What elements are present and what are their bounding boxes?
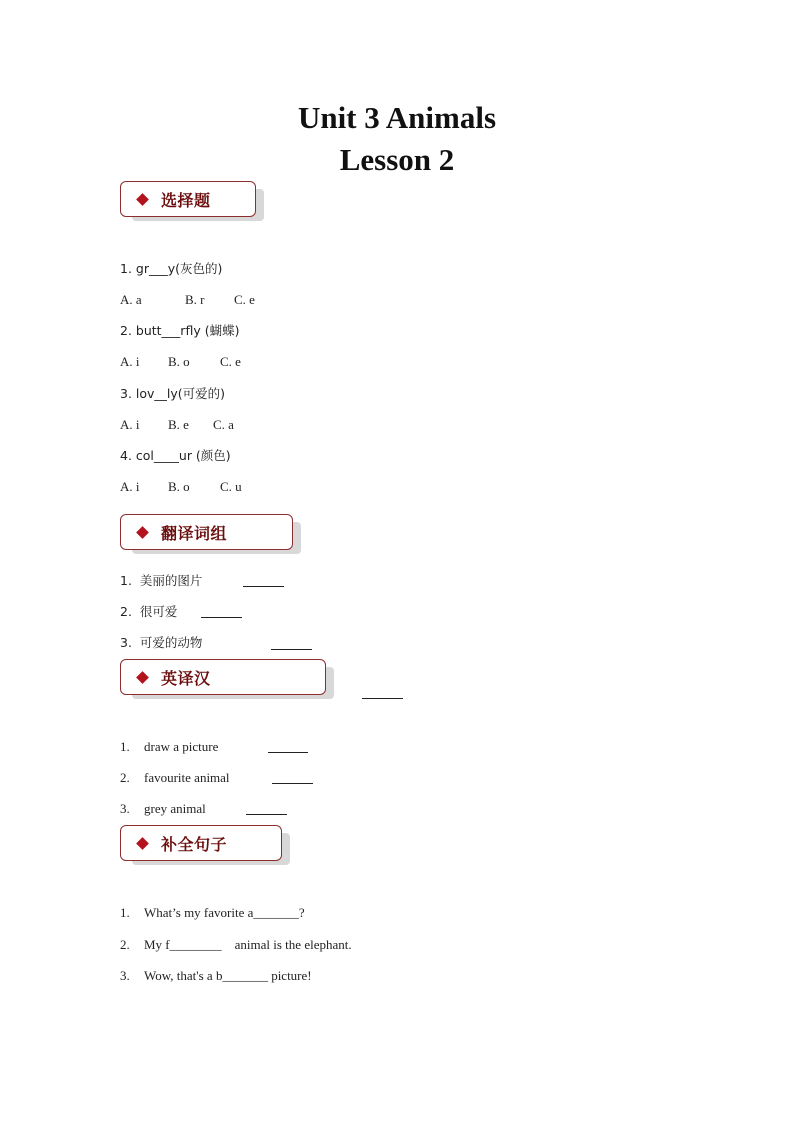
section-header-choice: [120, 181, 256, 217]
en-cn-item-2-text: favourite animal: [144, 770, 230, 785]
answer-blank: [201, 617, 242, 618]
diamond-bullet-icon: [136, 193, 149, 206]
en-cn-item-1-number: 1.: [120, 739, 130, 754]
section-label: 补全句子: [161, 834, 228, 854]
translate-item-3: 3. 可爱的动物: [120, 635, 203, 650]
choice-option-2a: A. i: [120, 354, 140, 369]
section-label: 英译汉: [161, 668, 211, 688]
complete-item-3-text: Wow, that's a b_______ picture!: [144, 968, 312, 983]
answer-blank: [268, 752, 308, 753]
diamond-bullet-icon: [136, 671, 149, 684]
choice-option-1c: C. e: [234, 292, 255, 307]
diamond-bullet-icon: [136, 837, 149, 850]
complete-item-3-number: 3.: [120, 968, 130, 983]
diamond-bullet-icon: [136, 526, 149, 539]
complete-item-2-number: 2.: [120, 937, 130, 952]
choice-option-3c: C. a: [213, 417, 234, 432]
choice-option-3a: A. i: [120, 417, 140, 432]
choice-question-1: 1. gr___y(灰色的): [120, 261, 223, 276]
choice-option-1b: B. r: [185, 292, 205, 307]
choice-option-2c: C. e: [220, 354, 241, 369]
answer-blank: [243, 586, 284, 587]
answer-blank: [362, 698, 403, 699]
complete-item-2-text: My f________ animal is the elephant.: [144, 937, 352, 952]
answer-blank: [271, 649, 312, 650]
page-subtitle: Lesson 2: [339, 142, 455, 177]
section-header-en-cn: [120, 659, 326, 695]
choice-question-4: 4. col____ur (颜色): [120, 448, 231, 463]
en-cn-item-3-text: grey animal: [144, 801, 206, 816]
answer-blank: [246, 814, 287, 815]
section-label: 翻译词组: [161, 523, 228, 543]
choice-option-4b: B. o: [168, 479, 190, 494]
en-cn-item-3-number: 3.: [120, 801, 130, 816]
answer-blank: [272, 783, 313, 784]
en-cn-item-2-number: 2.: [120, 770, 130, 785]
section-label: 选择题: [161, 190, 211, 210]
choice-option-3b: B. e: [168, 417, 189, 432]
translate-item-1: 1. 美丽的图片: [120, 573, 203, 588]
choice-option-4c: C. u: [220, 479, 242, 494]
complete-item-1-number: 1.: [120, 905, 130, 920]
choice-option-4a: A. i: [120, 479, 140, 494]
choice-question-2: 2. butt___rfly (蝴蝶): [120, 323, 240, 338]
translate-item-2: 2. 很可爱: [120, 604, 178, 619]
choice-question-3: 3. lov__ly(可爱的): [120, 386, 226, 401]
choice-option-1a: A. a: [120, 292, 142, 307]
section-header-complete: [120, 825, 282, 861]
section-header-translate: [120, 514, 293, 550]
page-title: Unit 3 Animals: [297, 100, 497, 135]
choice-option-2b: B. o: [168, 354, 190, 369]
en-cn-item-1-text: draw a picture: [144, 739, 219, 754]
complete-item-1-text: What’s my favorite a_______?: [144, 905, 305, 920]
